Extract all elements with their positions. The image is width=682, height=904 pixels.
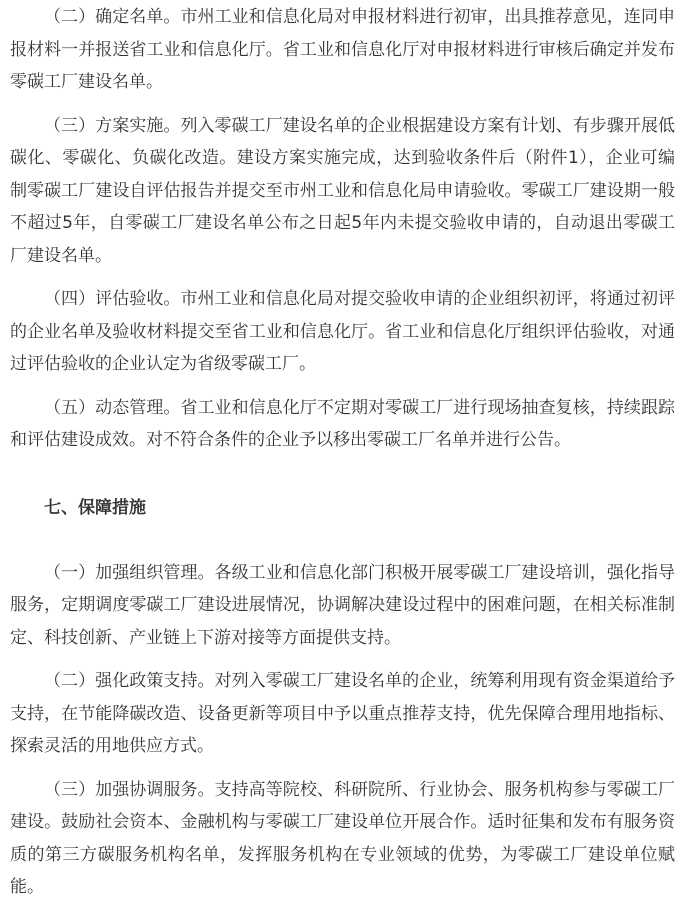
paragraph-coordination-service: （三）加强协调服务。支持高等院校、科研院所、行业协会、服务机构参与零碳工厂建设。鼓励社会资本、金融机构与零碳工厂建设单位开展合作。适时征集和发布有服务资质的第三方碳服务机构名单，发挥服务机构在专业领域的优势，为零碳工厂建设单位赋能。 — [10, 779, 675, 897]
document-body — [10, 0, 675, 904]
paragraph-organization-management: （一）加强组织管理。各级工业和信息化部门积极开展零碳工厂建设培训，强化指导服务，定期调度零碳工厂建设进展情况，协调解决建设过程中的困难问题，在相关标准制定、科技创新、产业链上下游对接等方面提供支持。 — [10, 562, 675, 648]
paragraph-policy-support: （二）强化政策支持。对列入零碳工厂建设名单的企业，统筹利用现有资金渠道给予支持，在节能降碳改造、设备更新等项目中予以重点推荐支持，优先保障合理用地指标、探索灵活的用地供应方式。 — [10, 671, 675, 756]
paragraph-evaluation-acceptance: （四）评估验收。市州工业和信息化局对提交验收申请的企业组织初评，将通过初评的企业名单及验收材料提交至省工业和信息化厅。省工业和信息化厅组织评估验收，对通过评估验收的企业认定为省级零碳工厂。 — [10, 289, 675, 374]
section-heading-safeguards: 七、保障措施 — [44, 497, 146, 518]
paragraph-confirm-list: （二）确定名单。市州工业和信息化局对申报材料进行初审，出具推荐意见，连同申报材料一并报送省工业和信息化厅。省工业和信息化厅对申报材料进行审核后确定并发布零碳工厂建设名单。 — [10, 7, 675, 92]
paragraph-dynamic-management: （五）动态管理。省工业和信息化厅不定期对零碳工厂进行现场抽查复核，持续跟踪和评估建设成效。对不符合条件的企业予以移出零碳工厂名单并进行公告。 — [10, 397, 675, 450]
paragraph-plan-implementation: （三）方案实施。列入零碳工厂建设名单的企业根据建设方案有计划、有步骤开展低碳化、零碳化、负碳化改造。建设方案实施完成，达到验收条件后（附件1），企业可编制零碳工厂建设自评估报告并提交至市州工业和信息化局申请验收。零碳工厂建设期一般不超过5年，自零碳工厂建设名单公布之日起5年内未提交验收申请的，自动退出零碳工厂建设名单。 — [10, 115, 675, 266]
